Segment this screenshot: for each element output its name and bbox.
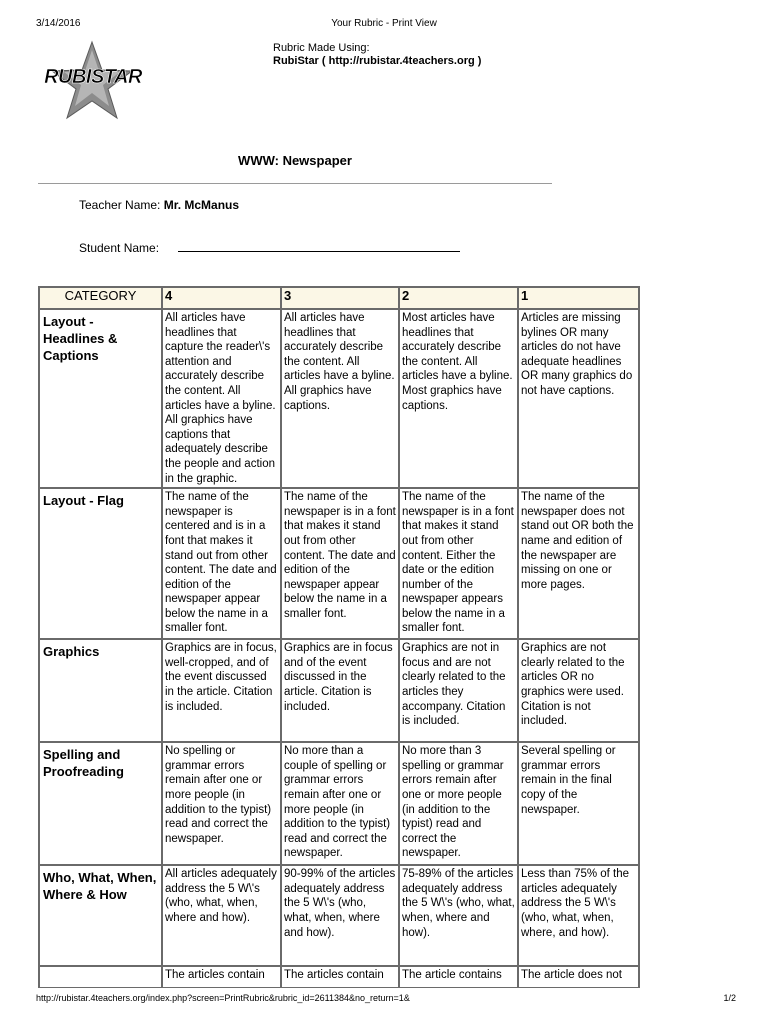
made-using-label: Rubric Made Using:: [273, 42, 370, 54]
header-score-1: 1: [518, 287, 639, 309]
rubric-cell: Graphics are in focus and of the event discussed in the article. Citation is included.: [281, 639, 399, 742]
rubric-header-row: [39, 287, 639, 309]
made-using-block: [273, 42, 481, 68]
row-category: [39, 966, 162, 988]
rubric-cell: Graphics are not in focus and are not clearly related to the articles they accompany. Citation is included.: [399, 639, 518, 742]
rubric-cell: All articles have headlines that accurately describe the content. All articles have a byline. All graphics have captions.: [281, 309, 399, 488]
rubric-cell: The articles contain: [281, 966, 399, 988]
rubric-cell: All articles adequately address the 5 W\'s (who, what, when, where and how).: [162, 865, 281, 966]
rubric-table: [38, 286, 640, 989]
footer-page-number: 1/2: [723, 993, 736, 1003]
table-row: [39, 488, 639, 639]
student-name-row: [79, 241, 460, 255]
rubric-cell: Several spelling or grammar errors remain in the final copy of the newspaper.: [518, 742, 639, 865]
made-using-link[interactable]: RubiStar ( http://rubistar.4teachers.org ): [273, 55, 482, 67]
row-category: Layout - Headlines & Captions: [39, 309, 162, 488]
print-view-title: Your Rubric - Print View: [331, 18, 437, 29]
rubric-title: WWW: Newspaper: [238, 153, 352, 168]
rubric-cell: The name of the newspaper is in a font that makes it stand out from other content. Either the date or the edition number of the newspaper appears below the name in a smaller font.: [399, 488, 518, 639]
teacher-name-label: Teacher Name:: [79, 198, 161, 212]
footer-url: http://rubistar.4teachers.org/index.php?screen=PrintRubric&rubric_id=2611384&no_return=1&: [36, 993, 410, 1003]
student-name-label: Student Name:: [79, 241, 160, 255]
logo-text: RUBISTAR: [44, 66, 142, 88]
row-category: Graphics: [39, 639, 162, 742]
rubric-cell: Most articles have headlines that accurately describe the content. All articles have a byline. Most graphics have captions.: [399, 309, 518, 488]
student-name-blank: [178, 241, 460, 252]
table-row: [39, 865, 639, 966]
rubric-cell: The name of the newspaper is centered and is in a font that makes it stand out from other content. The date and edition of the newspaper appear below the name in a smaller font.: [162, 488, 281, 639]
rubric-cell: The name of the newspaper is in a font that makes it stand out from other content. The date and edition of the newspaper appear below the name in a smaller font.: [281, 488, 399, 639]
rubric-cell: The articles contain: [162, 966, 281, 988]
header-score-2: 2: [399, 287, 518, 309]
header-category: CATEGORY: [39, 287, 162, 309]
title-divider: [38, 183, 552, 184]
rubric-cell: Graphics are in focus, well-cropped, and of the event discussed in the article. Citation is included.: [162, 639, 281, 742]
rubric-cell: 75-89% of the articles adequately address the 5 W\'s (who, what, when, where and how).: [399, 865, 518, 966]
table-row: [39, 309, 639, 488]
row-category: Who, What, When, Where & How: [39, 865, 162, 966]
rubric-cell: The name of the newspaper does not stand out OR both the name and edition of the newspaper are missing on one or more pages.: [518, 488, 639, 639]
row-category: Layout - Flag: [39, 488, 162, 639]
rubric-cell: Less than 75% of the articles adequately address the 5 W\'s (who, what, when, where, and how).: [518, 865, 639, 966]
teacher-name-row: [79, 198, 239, 212]
rubric-cell: The article does not: [518, 966, 639, 988]
rubric-cell: 90-99% of the articles adequately address the 5 W\'s (who, what, when, where and how).: [281, 865, 399, 966]
rubric-cell: No more than 3 spelling or grammar errors remain after one or more people (in addition to the typist) read and correct the newspaper.: [399, 742, 518, 865]
table-row: [39, 966, 639, 988]
row-category: Spelling and Proofreading: [39, 742, 162, 865]
table-row: [39, 742, 639, 865]
rubric-cell: All articles have headlines that capture the reader\'s attention and accurately describe the content. All articles have a byline. All graphics have captions that adequately describe the people and action in the graphic.: [162, 309, 281, 488]
rubric-cell: No spelling or grammar errors remain after one or more people (in addition to the typist) read and correct the newspaper.: [162, 742, 281, 865]
header-score-3: 3: [281, 287, 399, 309]
table-row: [39, 639, 639, 742]
header-score-4: 4: [162, 287, 281, 309]
rubistar-logo: [40, 40, 145, 120]
rubric-cell: Articles are missing bylines OR many articles do not have adequate headlines OR many graphics do not have captions.: [518, 309, 639, 488]
rubric-cell: Graphics are not clearly related to the articles OR no graphics were used. Citation is not included.: [518, 639, 639, 742]
rubric-cell: No more than a couple of spelling or grammar errors remain after one or more people (in addition to the typist) read and correct the newspaper.: [281, 742, 399, 865]
teacher-name-value: Mr. McManus: [163, 198, 240, 212]
rubric-cell: The article contains: [399, 966, 518, 988]
print-date: 3/14/2016: [36, 18, 81, 29]
